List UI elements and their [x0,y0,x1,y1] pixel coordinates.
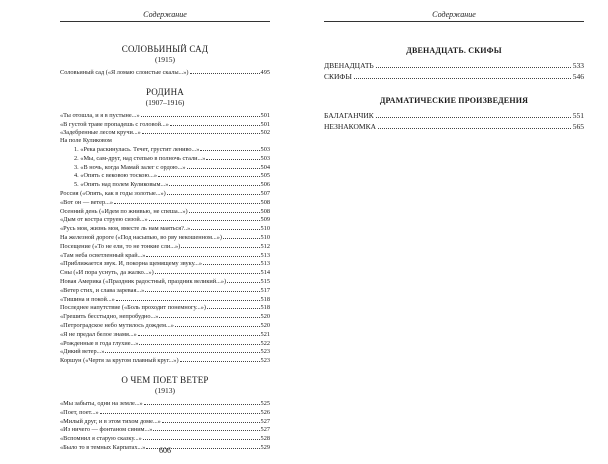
toc-entry [60,145,270,154]
entry-page-number: 508 [260,198,270,206]
entry-page-number: 523 [260,357,270,365]
toc-entry [60,303,270,312]
dot-leader [175,321,260,327]
entry-page-number: 510 [260,233,270,241]
dot-leader [378,122,571,129]
entry-title: 1. «Река раскинулась. Течет, грустит лениво...» [74,145,200,153]
toc-entry [60,321,270,330]
dot-leader [170,120,260,126]
entry-page-number: 509 [260,216,270,224]
entry-title: Посещение («То не ели, то не тонкие сли...») [60,242,181,250]
entry-title: Осенний день («Идем по жнивью, не спеша...») [60,207,188,215]
entry-title: На железной дороге («Под насыпью, во рву некошенном...») [60,233,222,241]
entry-title: Новая Америка («Праздник радостный, праздник великий...») [60,277,227,285]
entry-title: «Было то в темных Карпатах...» [60,443,146,451]
toc-entry [60,189,270,198]
dot-leader [376,111,571,118]
entry-title: «Ветер стих, и слава заревая...» [60,286,145,294]
toc-entry [60,207,270,216]
entry-title: Последнее напутствие («Боль проходит понемногу...») [60,304,206,312]
dot-leader [207,303,260,309]
dot-leader [181,242,259,248]
entry-page-number: 521 [260,330,270,338]
entry-title: «Поет, поет...» [60,408,99,416]
dot-leader [191,224,259,230]
entry-page-number: 518 [260,304,270,312]
dot-leader [227,277,259,283]
entry-page-number: 527 [260,417,270,425]
dot-leader [167,189,260,195]
entry-title: «Петроградское небо мутилось дождем...» [60,321,174,329]
entry-page-number: 495 [260,69,270,76]
toc-entry [60,347,270,356]
dot-leader [203,259,260,265]
toc-entry [60,224,270,233]
section-title: РОДИНА [145,86,184,97]
entry-title: На поле Куликовом [60,137,112,145]
entry-page-number: 525 [260,399,270,407]
entry-page-number: 501 [260,111,270,119]
toc-entry [60,154,270,163]
entry-title: «Приближается звук. И, покорна щемящему звуку...» [60,260,203,268]
dot-leader [114,198,260,204]
dot-leader [141,111,260,117]
toc-entry [60,425,270,434]
dot-leader [158,171,260,177]
entry-title: «Задебренные лесом кручи...» [60,129,141,137]
entry-page-number: 507 [260,189,270,197]
dot-leader [139,339,259,345]
table-of-contents-left [60,44,270,452]
entry-page-number: 529 [260,443,270,451]
entry-title: Россия («Опять, как в годы золотые...») [60,189,166,197]
toc-entry [60,215,270,224]
entry-page-number: 533 [572,61,584,70]
page-number: 606 [159,446,171,455]
toc-entry [60,259,270,268]
entry-title: 4. «Опять с вековою тоскою...» [74,172,158,180]
entry-title: «Мы забыты, одни на земле...» [60,399,143,407]
entry-title: «Рожденные в года глухие...» [60,339,139,347]
toc-entry [60,128,270,137]
section-years: (1907–1916) [145,97,185,107]
toc-entry [60,356,270,365]
entry-page-number: 502 [260,129,270,137]
toc-entry [60,120,270,129]
toc-entry [60,330,270,339]
toc-entry [324,110,584,121]
toc-entry [60,408,270,417]
entry-page-number: 517 [260,286,270,294]
entry-title: Соловьиный сад («Я ломаю слоистые скалы...») [60,69,189,76]
section-title: ДРАМАТИЧЕСКИЕ ПРОИЗВЕДЕНИЯ [379,96,529,105]
dot-leader [180,356,260,362]
toc-entry [60,68,270,77]
entry-title: «Милый друг, и в этом тихом доме...» [60,417,161,425]
entry-page-number: 506 [260,181,270,189]
table-of-contents-right [324,46,584,132]
entry-page-number: 526 [260,408,270,416]
section-title: О ЧЕМ ПОЕТ ВЕТЕР [121,374,209,385]
left-page [0,0,300,464]
entry-title: НЕЗНАКОМКА [324,122,376,131]
dot-leader [100,408,260,414]
dot-leader [145,286,259,292]
dot-leader [206,154,259,160]
toc-entry [60,180,270,189]
entry-title: «Вспомнил я старую сказку...» [60,435,142,443]
toc-entry [60,163,270,172]
entry-page-number: 514 [260,269,270,277]
toc-entry [60,277,270,286]
entry-page-number: 501 [260,120,270,128]
entry-page-number: 510 [260,225,270,233]
running-head: Содержание [60,10,270,22]
section-title: СОЛОВЬИНЫЙ САД [121,44,209,54]
entry-title: «Тишина и покой...» [60,295,115,303]
entry-title: Коршун («Чертя за кругом плавный круг...») [60,357,179,365]
entry-title: 3. «В ночь, когда Мамай залег с ордою...» [74,163,186,171]
entry-page-number: 528 [260,435,270,443]
toc-entry [60,286,270,295]
dot-leader [376,61,571,68]
right-page [310,0,608,464]
running-head: Содержание [324,10,584,22]
toc-entry [60,233,270,242]
entry-title: БАЛАГАНЧИК [324,111,374,120]
entry-page-number: 518 [260,295,270,303]
entry-title: СКИФЫ [324,72,352,81]
toc-entry [60,312,270,321]
entry-page-number: 508 [260,207,270,215]
entry-page-number: 565 [572,122,584,131]
dot-leader [155,268,260,274]
entry-page-number: 503 [260,154,270,162]
toc-entry [60,295,270,304]
entry-title: «Ты отошла, и я в пустыне...» [60,111,140,119]
toc-entry [60,171,270,180]
entry-title: «Я не предал белое знамя...» [60,330,137,338]
entry-page-number: 520 [260,321,270,329]
entry-page-number: 504 [260,163,270,171]
section-years: (1913) [155,385,175,395]
entry-title: Сны («И пора уснуть, да жалко...») [60,269,154,277]
entry-page-number: 523 [260,348,270,356]
entry-title: «Из ничего — фонтаном синим...» [60,426,153,434]
entry-title: 2. «Мы, сам-друг, над степью в полночь стали...» [74,154,206,162]
entry-title: «Русь моя, жизнь моя, вместе ль нам маяться?..» [60,225,191,233]
dot-leader [223,233,260,239]
section-years: (1915) [155,55,175,64]
toc-entry [60,268,270,277]
entry-title: «В густой траве пропадешь с головой...» [60,120,169,128]
toc-entry [60,434,270,443]
entry-title: «Вот он — ветер...» [60,198,114,206]
entry-title: «Там неба осветленный край...» [60,251,146,259]
dot-leader [190,68,260,74]
entry-page-number: 527 [260,426,270,434]
dot-leader [105,347,259,353]
dot-leader [200,145,259,151]
toc-entry [60,399,270,408]
section-title: ДВЕНАДЦАТЬ. СКИФЫ [406,46,502,55]
dot-leader [189,207,260,213]
entry-page-number: 522 [260,339,270,347]
dot-leader [159,312,259,318]
entry-title: 5. «Опять над полем Куликовым...» [74,181,169,189]
dot-leader [146,251,259,257]
dot-leader [142,128,260,134]
dot-leader [149,215,260,221]
dot-leader [354,72,571,79]
toc-entry [324,71,584,82]
toc-entry [324,60,584,71]
entry-title: «Грешить бесстыдно, непробудно...» [60,313,159,321]
dot-leader [169,180,259,186]
entry-title: «Дым от костра струею сизой...» [60,216,148,224]
entry-page-number: 505 [260,172,270,180]
toc-entry [60,242,270,251]
entry-page-number: 503 [260,145,270,153]
toc-entry [60,198,270,207]
entry-page-number: 551 [572,111,584,120]
dot-leader [144,399,260,405]
dot-leader [153,425,259,431]
dot-leader [187,163,260,169]
section-gap [60,365,270,375]
toc-entry [60,417,270,426]
section-gap [324,82,584,96]
dot-leader [138,330,260,336]
entry-title: ДВЕНАДЦАТЬ [324,61,374,70]
dot-leader [116,295,260,301]
dot-leader [162,417,260,423]
toc-entry [60,339,270,348]
toc-entry [324,121,584,132]
entry-page-number: 546 [572,72,584,81]
section-gap [60,77,270,87]
entry-page-number: 515 [260,277,270,285]
entry-title: «Дикий ветер...» [60,348,105,356]
entry-page-number: 513 [260,260,270,268]
entry-page-number: 513 [260,251,270,259]
toc-entry [60,111,270,120]
entry-page-number: 512 [260,242,270,250]
entry-page-number: 520 [260,313,270,321]
toc-entry [60,251,270,260]
toc-entry [60,137,270,145]
dot-leader [143,434,260,440]
